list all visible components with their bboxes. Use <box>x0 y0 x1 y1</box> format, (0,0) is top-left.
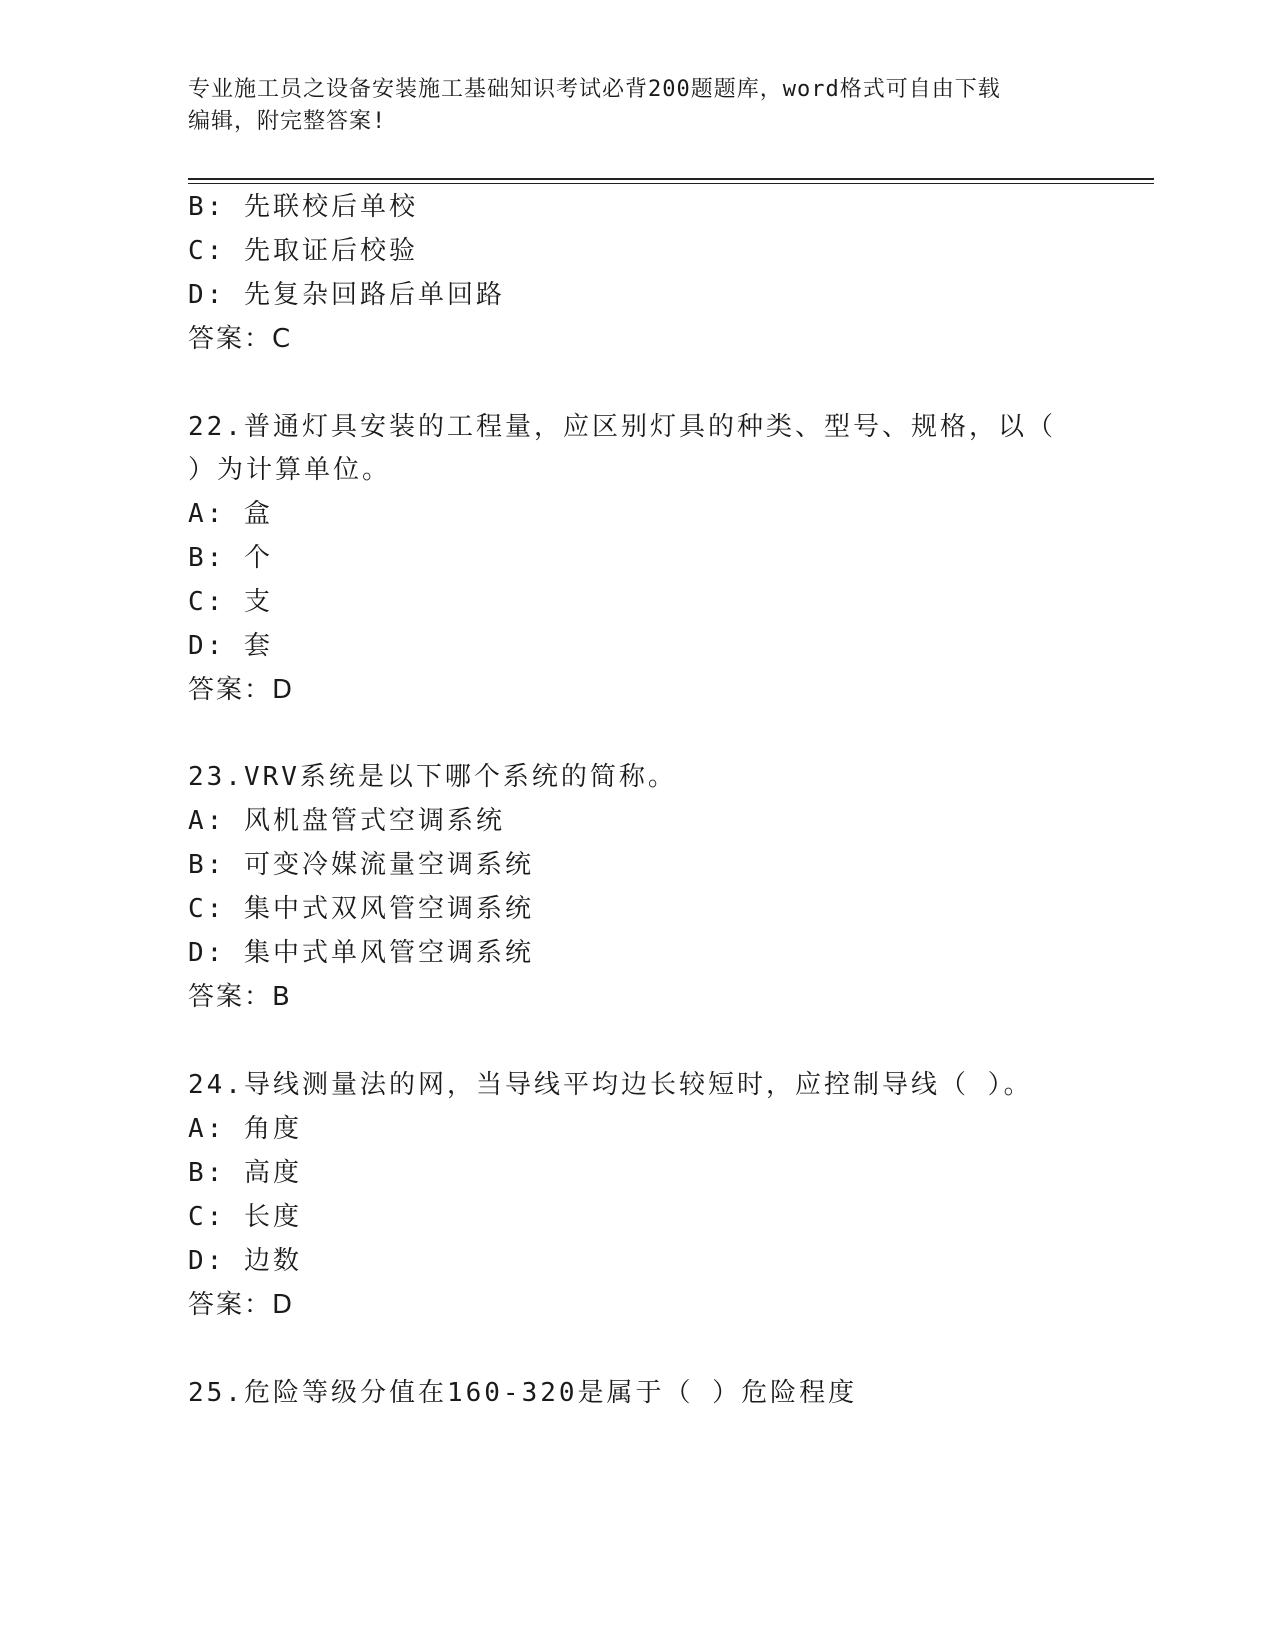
q23-option-b: B: 可变冷媒流量空调系统 <box>188 850 534 880</box>
q21-option-c: C: 先取证后校验 <box>188 236 418 266</box>
q24-option-c: C: 长度 <box>188 1202 302 1232</box>
q24-stem: 24.导线测量法的网，当导线平均边长较短时，应控制导线（ ）。 <box>188 1070 1033 1100</box>
q22-option-b: B: 个 <box>188 543 273 573</box>
q23-option-c: C: 集中式双风管空调系统 <box>188 894 534 924</box>
q23-answer: 答案：B <box>188 982 292 1012</box>
q23-option-a: A: 风机盘管式空调系统 <box>188 806 505 836</box>
q21-option-d: D: 先复杂回路后单回路 <box>188 280 505 310</box>
q23-option-d: D: 集中式单风管空调系统 <box>188 938 534 968</box>
q24-option-b: B: 高度 <box>188 1158 302 1188</box>
q24-option-a: A: 角度 <box>188 1114 302 1144</box>
document-header <box>188 74 1068 138</box>
q21-option-b: B: 先联校后单校 <box>188 192 418 222</box>
q21-answer: 答案：C <box>188 324 293 354</box>
q22-answer: 答案：D <box>188 675 295 705</box>
q24-answer: 答案：D <box>188 1290 295 1320</box>
q23-stem: 23.VRV系统是以下哪个系统的简称。 <box>188 762 677 792</box>
q24-option-d: D: 边数 <box>188 1246 302 1276</box>
q22-option-a: A: 盒 <box>188 499 273 529</box>
header-title-line-1: 专业施工员之设备安装施工基础知识考试必背200题题库，word格式可自由下载 <box>188 77 1001 102</box>
q22-stem-line-1: 22.普通灯具安装的工程量，应区别灯具的种类、型号、规格，以（ <box>188 412 1056 442</box>
header-title-line-2: 编辑，附完整答案! <box>188 109 387 134</box>
header-divider-thick <box>188 178 1154 180</box>
header-divider-thin <box>188 183 1154 184</box>
q22-option-d: D: 套 <box>188 631 273 661</box>
q22-stem-line-2: ）为计算单位。 <box>188 455 392 485</box>
q25-stem: 25.危险等级分值在160-320是属于（ ）危险程度 <box>188 1378 858 1408</box>
q22-option-c: C: 支 <box>188 587 273 617</box>
